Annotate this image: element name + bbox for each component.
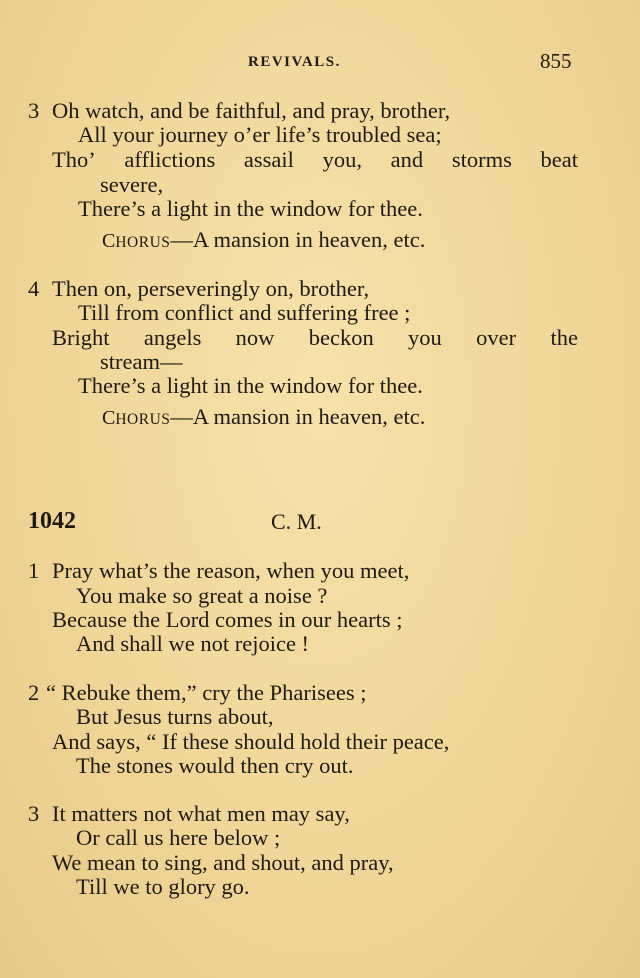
- verse-number: 4: [28, 276, 40, 301]
- word: over: [476, 325, 517, 350]
- verse-line: stream—: [100, 349, 183, 374]
- verse-line: Or call us here below ;: [76, 825, 281, 850]
- verse-number: 3: [28, 801, 40, 826]
- word: Bright: [52, 325, 110, 350]
- word: and: [390, 147, 424, 172]
- chorus-label-rest: HORUS: [115, 234, 171, 251]
- verse-line: But Jesus turns about,: [76, 704, 274, 729]
- chorus-label-cap: C: [102, 230, 116, 252]
- chorus-line: [102, 227, 425, 256]
- verse-number: 3: [28, 98, 40, 123]
- verse-line: “ Rebuke them,” cry the Pharisees ;: [46, 680, 367, 705]
- chorus-text: —A mansion in heaven, etc.: [170, 227, 426, 252]
- chorus-label-rest: HORUS: [115, 411, 171, 428]
- verse-line: severe,: [100, 172, 164, 197]
- word: assail: [243, 147, 294, 172]
- hymn-number: 1042: [28, 508, 76, 534]
- verse-line: You make so great a noise ?: [76, 583, 328, 608]
- verse-line: Oh watch, and be faithful, and pray, brother,: [52, 98, 451, 123]
- verse-line: And says, “ If these should hold their peace,: [52, 729, 450, 754]
- verse-line: There’s a light in the window for thee.: [78, 196, 423, 221]
- verse-line: Till from conflict and suffering free ;: [78, 300, 411, 325]
- chorus-text: —A mansion in heaven, etc.: [170, 404, 426, 429]
- verse-line: Till we to glory go.: [76, 874, 250, 899]
- hymn-meter: C. M.: [271, 509, 322, 534]
- section-title: REVIVALS.: [248, 54, 341, 70]
- word: you,: [322, 147, 362, 172]
- verse-line: We mean to sing, and shout, and pray,: [52, 850, 394, 875]
- verse-line: It matters not what men may say,: [52, 801, 350, 826]
- verse-line-justified: [52, 147, 578, 173]
- word: now: [235, 325, 275, 350]
- word: angels: [143, 325, 202, 350]
- chorus-line: [102, 404, 425, 433]
- word: you: [408, 325, 442, 350]
- page-number: 855: [540, 49, 572, 73]
- verse-line: Pray what’s the reason, when you meet,: [52, 558, 410, 583]
- verse-line: And shall we not rejoice !: [76, 631, 310, 656]
- verse-number: 1: [28, 558, 40, 583]
- word: Tho’: [52, 147, 96, 172]
- verse-line: There’s a light in the window for thee.: [78, 373, 423, 398]
- word: beckon: [308, 325, 374, 350]
- verse-line-justified: [52, 325, 578, 351]
- verse-line: Because the Lord comes in our hearts ;: [52, 607, 403, 632]
- verse-line: Then on, perseveringly on, brother,: [52, 276, 370, 301]
- verse-number: 2: [28, 680, 40, 705]
- chorus-label-cap: C: [102, 407, 116, 429]
- word: storms: [451, 147, 512, 172]
- word: beat: [540, 147, 578, 172]
- verse-line: All your journey o’er life’s troubled sea;: [78, 122, 442, 147]
- word: afflictions: [124, 147, 216, 172]
- verse-line: The stones would then cry out.: [76, 753, 354, 778]
- word: the: [550, 325, 578, 350]
